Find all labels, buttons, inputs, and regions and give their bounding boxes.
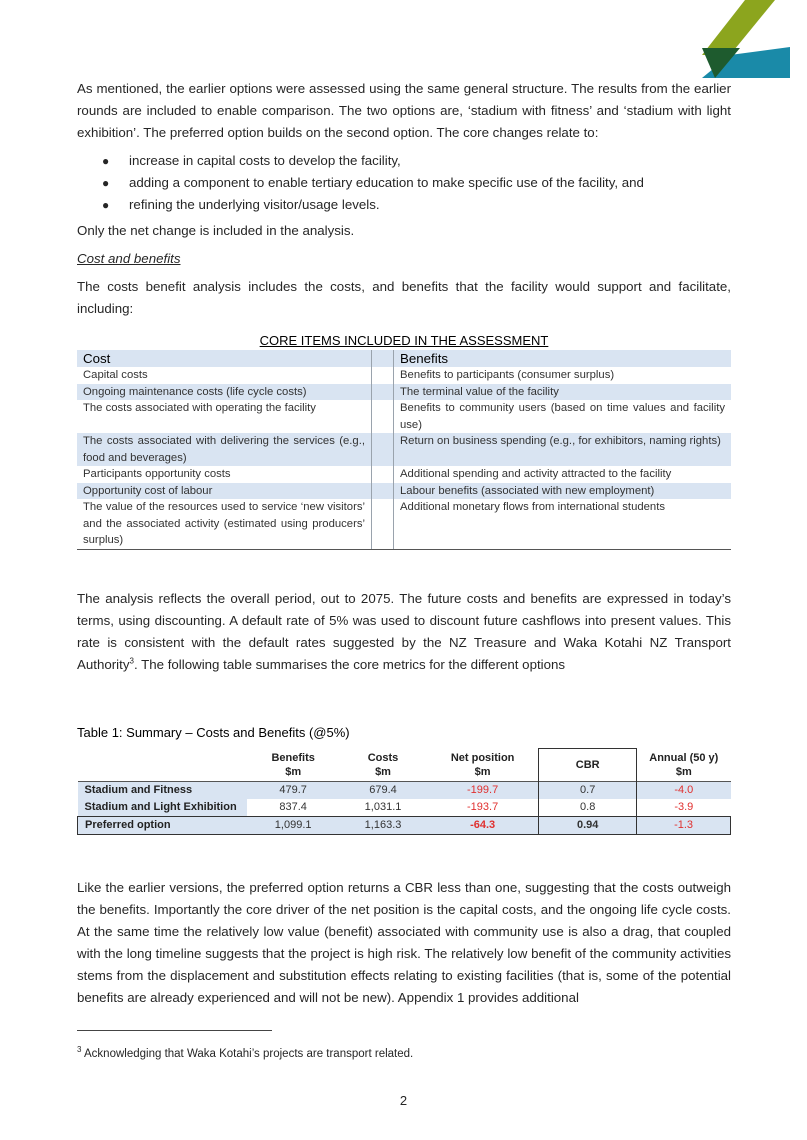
bullet-icon: ● <box>102 154 110 168</box>
benefits-header: Benefits <box>394 350 731 367</box>
footnote: $^3$ Acknowledging that Waka Kotahi’s projects are transport related. <box>77 1045 414 1060</box>
cost-cell: The costs associated with operating the facility <box>77 400 371 433</box>
list-item: ● refining the underlying visitor/usage levels. <box>77 194 731 216</box>
benefit-cell: Return on business spending (e.g., for exhibitors, naming rights) <box>394 433 731 466</box>
table-row-preferred: Preferred option 1,099.1 1,163.3 -64.3 0.94 -1.3 <box>78 816 731 834</box>
core-items-title: CORE ITEMS INCLUDED IN THE ASSESSMENT <box>259 333 549 348</box>
list-item: ● increase in capital costs to develop the facility, <box>77 150 731 172</box>
header-cbr: CBR <box>539 749 637 782</box>
benefit-cell: The terminal value of the facility <box>394 384 731 401</box>
header-net-position: Net position $m <box>450 751 515 778</box>
footnote-ref: 3 <box>129 656 134 666</box>
bullet-icon: ● <box>102 198 110 212</box>
core-items-table <box>77 350 731 549</box>
cost-cell: Capital costs <box>77 367 371 384</box>
summary-table <box>77 748 731 835</box>
benefit-cell: Additional monetary flows from international students <box>394 499 731 549</box>
cost-header: Cost <box>77 350 371 367</box>
table-header-row <box>78 749 731 782</box>
cost-cell: The value of the resources used to service ‘new visitors’ and the associated activity (estimated using producers’ surplus) <box>77 499 371 549</box>
table-rule <box>77 549 731 550</box>
company-logo <box>700 0 790 78</box>
cost-benefit-paragraph: The costs benefit analysis includes the costs, and benefits that the facility would support and facilitate, including: <box>77 279 731 316</box>
cost-cell: The costs associated with delivering the services (e.g., food and beverages) <box>77 433 371 466</box>
intro-paragraph: As mentioned, the earlier options were assessed using the same general structure. The results from the earlier rounds are included to enable comparison. The two options are, ‘stadium with fitness’ and ‘stadium with light exhibition’. The preferred option builds on the second option. The core changes relate to: <box>77 81 731 140</box>
column-divider <box>371 350 394 549</box>
section-heading: Cost and benefits <box>77 251 181 266</box>
header-blank <box>78 749 248 782</box>
table-row: Stadium and Light Exhibition 837.4 1,031.1 -193.7 0.8 -3.9 <box>78 799 731 817</box>
cost-cell: Participants opportunity costs <box>77 466 371 483</box>
header-costs: Costs $m <box>367 751 399 778</box>
analysis-paragraph: The analysis reflects the overall period, out to 2075. The future costs and benefits are expressed in today’s terms, using discounting. A default rate of 5% was used to discount future cashflows into present values. This rate is consistent with the default rates suggested by the NZ Treasure and Waka Kotahi NZ Transport Authority$^3$. The following table summarises the core metrics for the different options <box>77 591 731 672</box>
net-change-note: Only the net change is included in the analysis. <box>77 223 355 238</box>
change-list <box>77 150 731 216</box>
table-row: Stadium and Fitness 479.7 679.4 -199.7 0.7 -4.0 <box>78 781 731 799</box>
benefit-cell: Benefits to community users (based on time values and facility use) <box>394 400 731 433</box>
cost-cell: Ongoing maintenance costs (life cycle costs) <box>77 384 371 401</box>
cost-cell: Opportunity cost of labour <box>77 483 371 500</box>
table1-title: Table 1: Summary – Costs and Benefits (@5%) <box>77 725 350 740</box>
conclusion-paragraph: Like the earlier versions, the preferred option returns a CBR less than one, suggesting that the costs outweigh the benefits. Importantly the core driver of the net position is the capital costs, and the ongoing life cycle costs. At the same time the relatively low value (benefit) associated with community use is also a drag, that coupled with the long timeline suggests that the project is high risk. The relatively low benefit of the community activities stems from the displacement and substitution effects relating to existing facilities (that is, some of the potential benefits are already experienced and will not be new). Appendix 1 provides additional <box>77 879 731 1005</box>
benefit-cell: Benefits to participants (consumer surplus) <box>394 367 731 384</box>
benefit-cell: Labour benefits (associated with new employment) <box>394 483 731 500</box>
bullet-icon: ● <box>102 176 110 190</box>
header-benefits: Benefits $m <box>271 751 315 778</box>
benefit-cell: Additional spending and activity attracted to the facility <box>394 466 731 483</box>
page-number: 2 <box>399 1093 408 1108</box>
list-item: ● adding a component to enable tertiary education to make specific use of the facility, and <box>77 172 731 194</box>
cost-column <box>77 350 371 549</box>
footnote-divider <box>77 1030 272 1031</box>
benefits-column <box>394 350 731 549</box>
page-content <box>77 78 731 1009</box>
header-annual: Annual (50 y) $m <box>649 751 719 778</box>
